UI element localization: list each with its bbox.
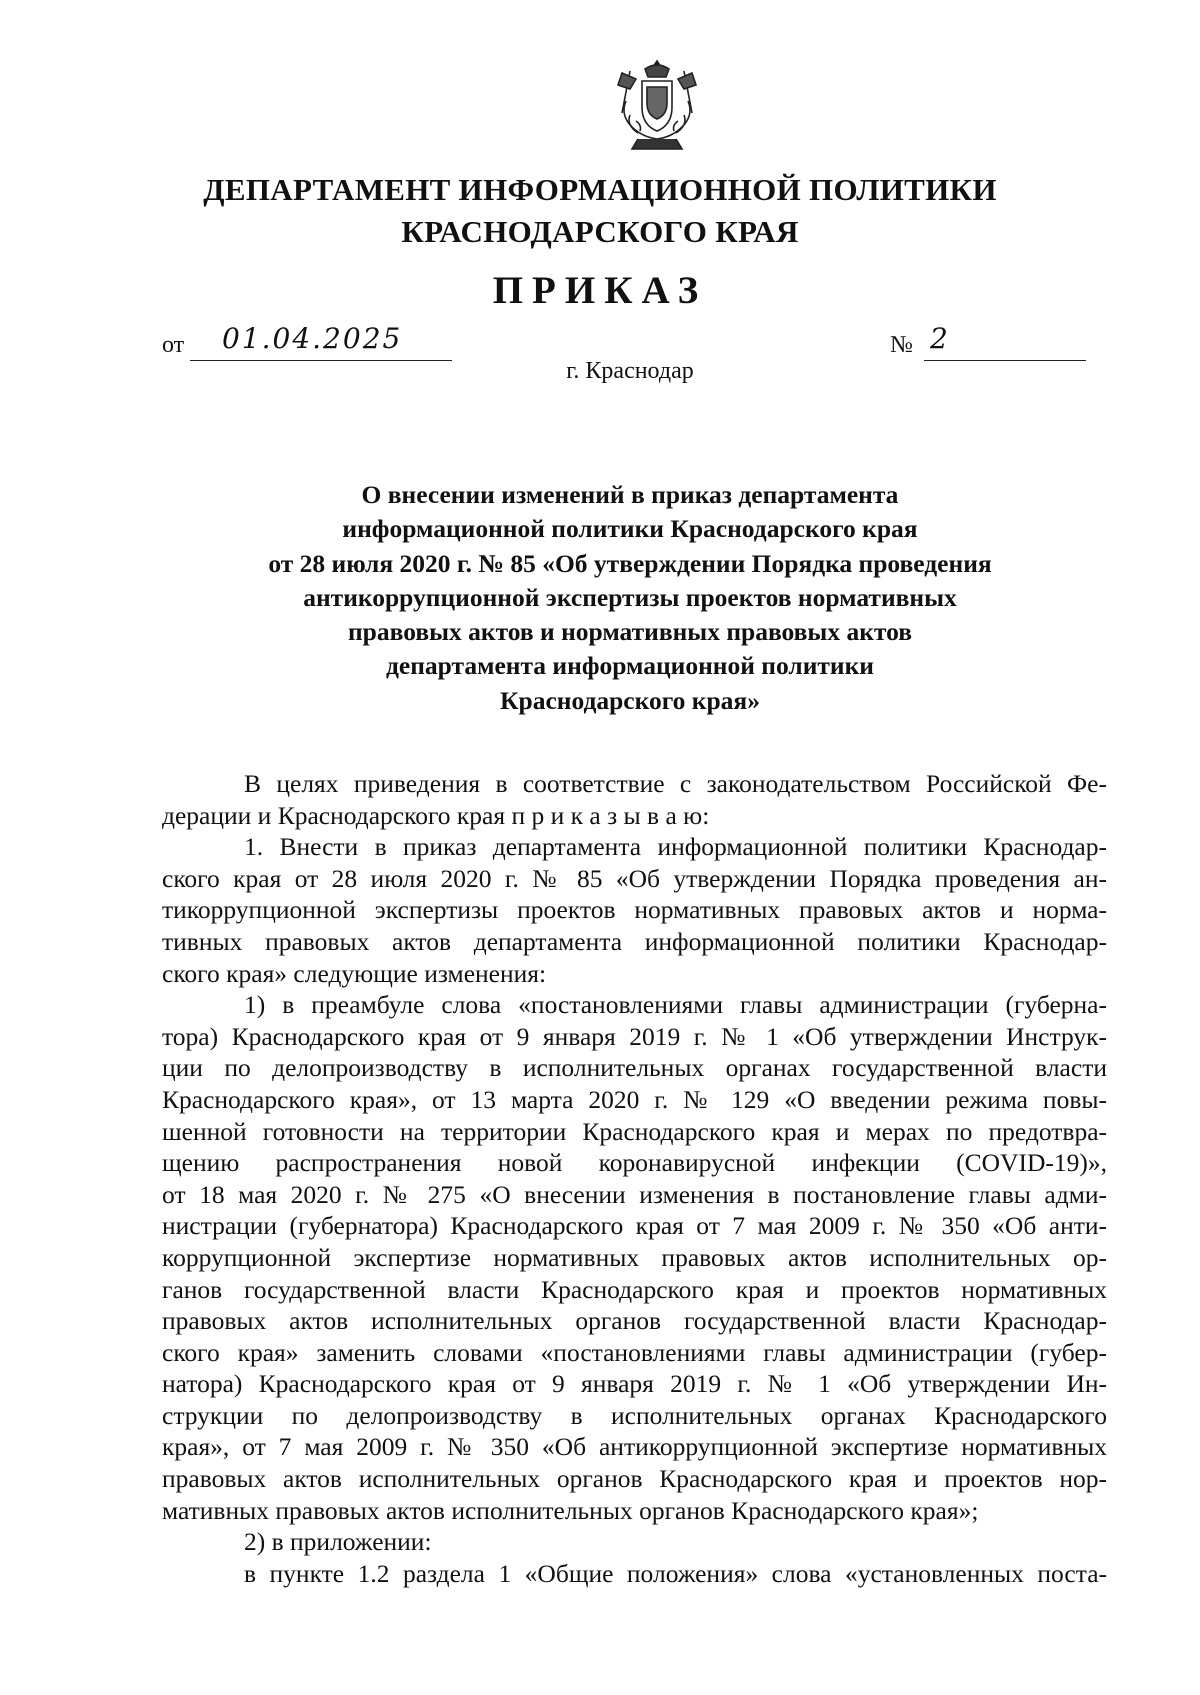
title-line: департамента информационной политики — [386, 651, 874, 681]
body-line: коррупционной экспертизе нормативных правовых актов исполнительных ор- — [162, 1242, 1107, 1272]
body-line: дерации и Краснодарского края п р и к а з ы в а ю: — [162, 800, 710, 830]
document-type: ПРИКАЗ — [492, 269, 708, 312]
title-line: от 28 июля 2020 г. № 85 «Об утверждении Порядка проведения — [268, 548, 992, 578]
title-line: антикоррупционной экспертизы проектов нормативных — [303, 582, 957, 612]
body-line: правовых актов исполнительных органов Краснодарского края и проектов нор- — [162, 1464, 1107, 1494]
body-line: 1. Внести в приказ департамента информационной политики Краснодар- — [244, 832, 1107, 862]
body-line: струкции по делопроизводству в исполнительных органах Краснодарского — [162, 1400, 1107, 1430]
title-line: информационной политики Краснодарского края — [342, 514, 918, 544]
body-line: натора) Краснодарского края от 9 января 2019 г. № 1 «Об утверждении Ин- — [162, 1369, 1107, 1399]
date-label: от — [162, 332, 185, 358]
body-line: мативных правовых актов исполнительных органов Краснодарского края»; — [162, 1495, 979, 1525]
body-line: 1) в преамбуле слова «постановлениями главы администрации (губерна- — [244, 990, 1107, 1020]
body-line: щению распространения новой коронавирусной инфекции (COVID-19)», — [162, 1148, 1107, 1178]
document-title — [200, 478, 1060, 718]
organization-name-line2: КРАСНОДАРСКОГО КРАЯ — [401, 214, 799, 249]
number-label: № — [890, 332, 913, 358]
body-line: ского края от 28 июля 2020 г. № 85 «Об утверждении Порядка проведения ан- — [162, 863, 1107, 893]
body-line: ганов государственной власти Краснодарского края и проектов нормативных — [162, 1274, 1107, 1304]
body-line: ции по делопроизводству в исполнительных органах государственной власти — [162, 1053, 1107, 1083]
body-line: от 18 мая 2020 г. № 275 «О внесении изменения в постановление главы адми- — [162, 1179, 1107, 1209]
body-line: В целях приведения в соответствие с законодательством Российской Фе- — [244, 769, 1107, 798]
organization-name-line1: ДЕПАРТАМЕНТ ИНФОРМАЦИОННОЙ ПОЛИТИКИ — [203, 172, 997, 207]
body-line: тикоррупционной экспертизы проектов нормативных правовых актов и норма- — [162, 895, 1107, 925]
coat-of-arms-emblem — [612, 55, 702, 155]
body-line: 2) в приложении: — [244, 1527, 432, 1557]
body-line: ского края» следующие изменения: — [162, 958, 547, 988]
body-line: тивных правовых актов департамента информационной политики Краснодар- — [162, 926, 1107, 956]
title-line: правовых актов и нормативных правовых актов — [347, 617, 912, 647]
body-line: края», от 7 мая 2009 г. № 350 «Об антикоррупционной экспертизе нормативных — [162, 1432, 1107, 1462]
title-line: Краснодарского края» — [500, 685, 760, 715]
title-line: О внесении изменений в приказ департамента — [361, 480, 899, 509]
body-line: нистрации (губернатора) Краснодарского края от 7 мая 2009 г. № 350 «Об анти- — [162, 1211, 1107, 1241]
body-line: ского края» заменить словами «постановлениями главы администрации (губер- — [162, 1337, 1107, 1367]
body-line: в пункте 1.2 раздела 1 «Общие положения» слова «установленных поста- — [244, 1558, 1107, 1588]
city: г. Краснодар — [566, 358, 694, 384]
document-body — [162, 768, 1107, 1589]
body-line: тора) Краснодарского края от 9 января 2019 г. № 1 «Об утверждении Инструк- — [162, 1021, 1107, 1051]
body-line: шенной готовности на территории Краснодарского края и мерах по предотвра- — [162, 1116, 1107, 1146]
handwritten-number: 2 — [930, 322, 950, 355]
handwritten-date: 01.04.2025 — [222, 322, 403, 355]
body-line: правовых актов исполнительных органов государственной власти Краснодар- — [162, 1306, 1107, 1336]
body-line: Краснодарского края», от 13 марта 2020 г. № 129 «О введении режима повы- — [162, 1084, 1107, 1114]
